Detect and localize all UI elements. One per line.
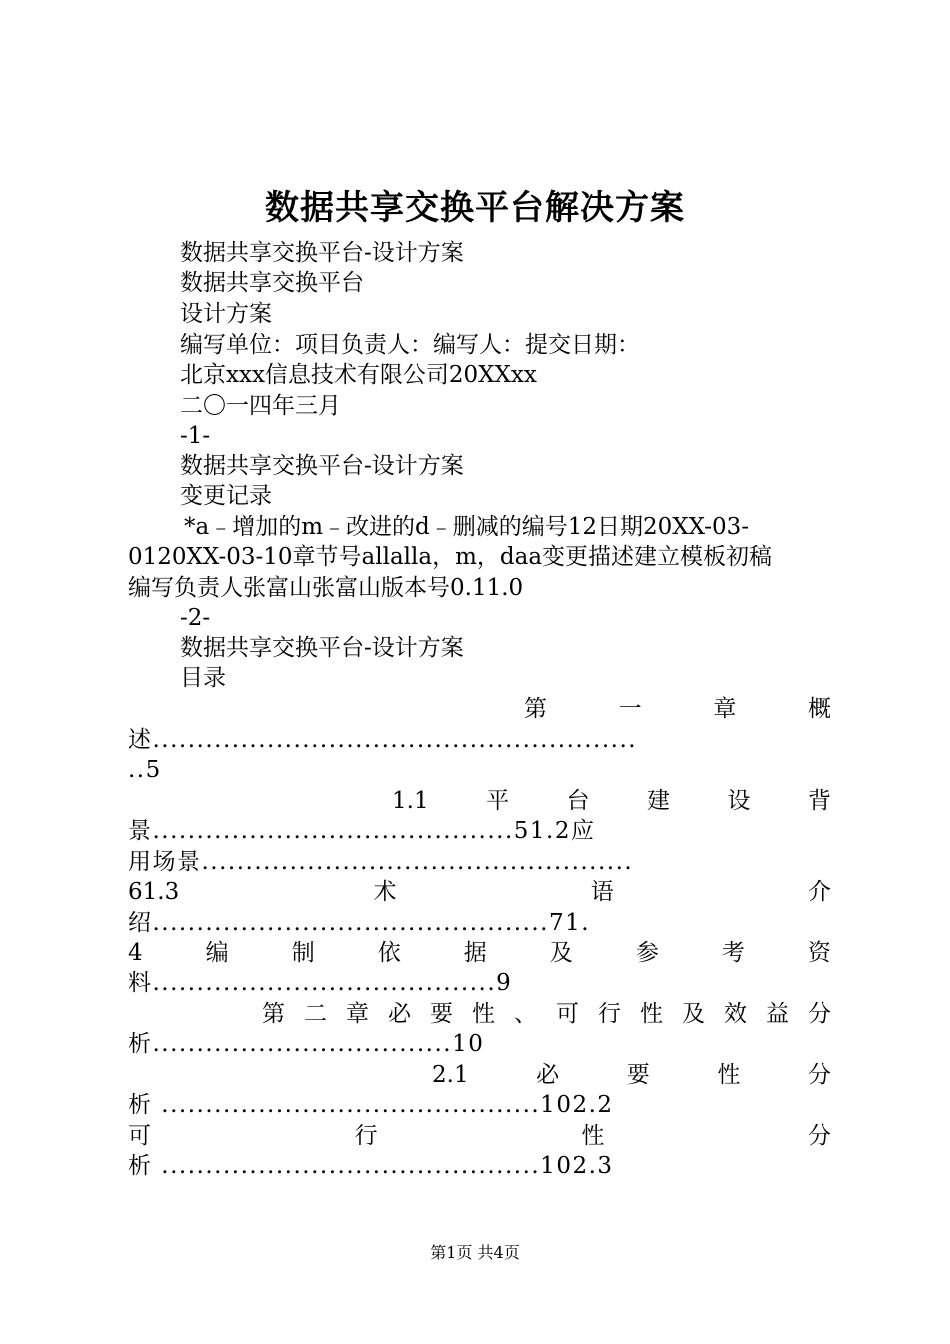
toc-word: 行 — [598, 1001, 621, 1027]
toc-word: 建 — [647, 788, 671, 814]
toc-section-1-2-leader: 用场景................................................. — [128, 849, 634, 875]
toc-word: 性 — [581, 1123, 605, 1149]
toc-chapter2-leader: 析..................................10 — [128, 1031, 485, 1057]
toc-word: 可 — [128, 1123, 151, 1149]
page-footer: 第1页 共4页 — [430, 1243, 520, 1262]
toc-word: 要 — [430, 1001, 453, 1027]
toc-word: 性 — [472, 1001, 495, 1027]
toc-word: 分 — [808, 1001, 831, 1027]
toc-word: 台 — [566, 788, 590, 814]
change-record-heading: 变更记录 — [180, 483, 272, 509]
cover-name-line2: 设计方案 — [180, 301, 272, 327]
change-record-line3: 编写负责人张富山张富山版本号0.11.0 — [128, 575, 524, 601]
toc-word: 考 — [721, 940, 745, 966]
toc-word: 平 — [486, 788, 510, 814]
toc-section-1-3-title — [128, 877, 831, 907]
toc-word: 依 — [377, 940, 401, 966]
toc-word: 概 — [807, 696, 831, 722]
change-record-line1: *a﹣增加的m﹣改进的d﹣删减的编号12日期20XX-03- — [184, 514, 750, 540]
toc-word: 及 — [682, 1001, 705, 1027]
toc-word: 性 — [717, 1062, 741, 1088]
cover-company-line: 北京xxx信息技术有限公司20XXxx — [180, 362, 537, 388]
toc-chapter1-leader: 述....................................................... — [128, 727, 638, 753]
toc-word: 章 — [713, 696, 737, 722]
toc-word: 行 — [354, 1123, 378, 1149]
toc-word: 语 — [590, 879, 614, 905]
toc-word: 第 — [524, 696, 547, 722]
toc-word: 据 — [463, 940, 487, 966]
toc-word: 效 — [724, 1001, 747, 1027]
toc-word: 资 — [807, 940, 831, 966]
toc-word: 必 — [536, 1062, 560, 1088]
toc-word: 必 — [388, 1001, 411, 1027]
change-page-number: -2- — [180, 605, 211, 631]
cover-header: 数据共享交换平台-设计方案 — [180, 240, 464, 266]
change-record-line2: 0120XX-03-10章节号allalla，m，daa变更描述建立模板初稿 — [128, 544, 773, 570]
toc-word: 分 — [807, 1062, 831, 1088]
toc-chapter2-title — [262, 999, 831, 1029]
toc-chapter1-page: ..5 — [128, 757, 162, 783]
toc-word: 可 — [556, 1001, 579, 1027]
cover-fields-line: 编写单位：项目负责人：编写人：提交日期： — [180, 332, 640, 358]
toc-word: 编 — [205, 940, 229, 966]
toc-word: 要 — [626, 1062, 650, 1088]
toc-section-2-1-leader: 析 ...........................................102.2 — [128, 1092, 614, 1118]
document-title: 数据共享交换平台解决方案 — [265, 188, 685, 228]
cover-date-line: 二〇一四年三月 — [180, 393, 341, 419]
toc-word: 2.1 — [432, 1062, 469, 1088]
cover-page-number: -1- — [180, 423, 211, 449]
toc-word: 分 — [807, 1123, 831, 1149]
toc-word: 性 — [640, 1001, 663, 1027]
cover-name-line1: 数据共享交换平台 — [180, 270, 364, 296]
toc-word: 第 — [262, 1001, 285, 1027]
toc-word: 一 — [618, 696, 642, 722]
toc-word: 背 — [808, 788, 831, 814]
change-page-header: 数据共享交换平台-设计方案 — [180, 453, 464, 479]
toc-word: 1.1 — [392, 788, 429, 814]
toc-section-2-1-title — [432, 1060, 831, 1090]
toc-word: 介 — [807, 879, 831, 905]
toc-word: 益 — [766, 1001, 789, 1027]
toc-section-1-3-leader: 绍.............................................71. — [128, 910, 591, 936]
toc-word: 设 — [727, 788, 751, 814]
toc-word: 制 — [291, 940, 315, 966]
toc-section-2-2-title — [128, 1121, 831, 1151]
toc-chapter1-title — [524, 694, 831, 724]
toc-section-1-1-title — [392, 786, 831, 816]
toc-section-1-1-leader: 景.........................................51.2应 — [128, 818, 596, 844]
toc-section-1-4-title — [128, 938, 831, 968]
toc-word: 、 — [514, 1001, 537, 1027]
toc-word: 61.3 — [128, 879, 180, 905]
toc-word: 及 — [549, 940, 573, 966]
toc-word: 参 — [635, 940, 659, 966]
toc-word: 术 — [373, 879, 397, 905]
toc-section-2-2-leader: 析 ...........................................102.3 — [128, 1153, 614, 1179]
toc-word: 4 — [128, 940, 143, 966]
toc-section-1-4-leader: 料.......................................9 — [128, 970, 513, 996]
toc-page-header: 数据共享交换平台-设计方案 — [180, 635, 464, 661]
toc-word: 章 — [346, 1001, 369, 1027]
toc-heading: 目录 — [180, 665, 226, 691]
toc-word: 二 — [304, 1001, 327, 1027]
